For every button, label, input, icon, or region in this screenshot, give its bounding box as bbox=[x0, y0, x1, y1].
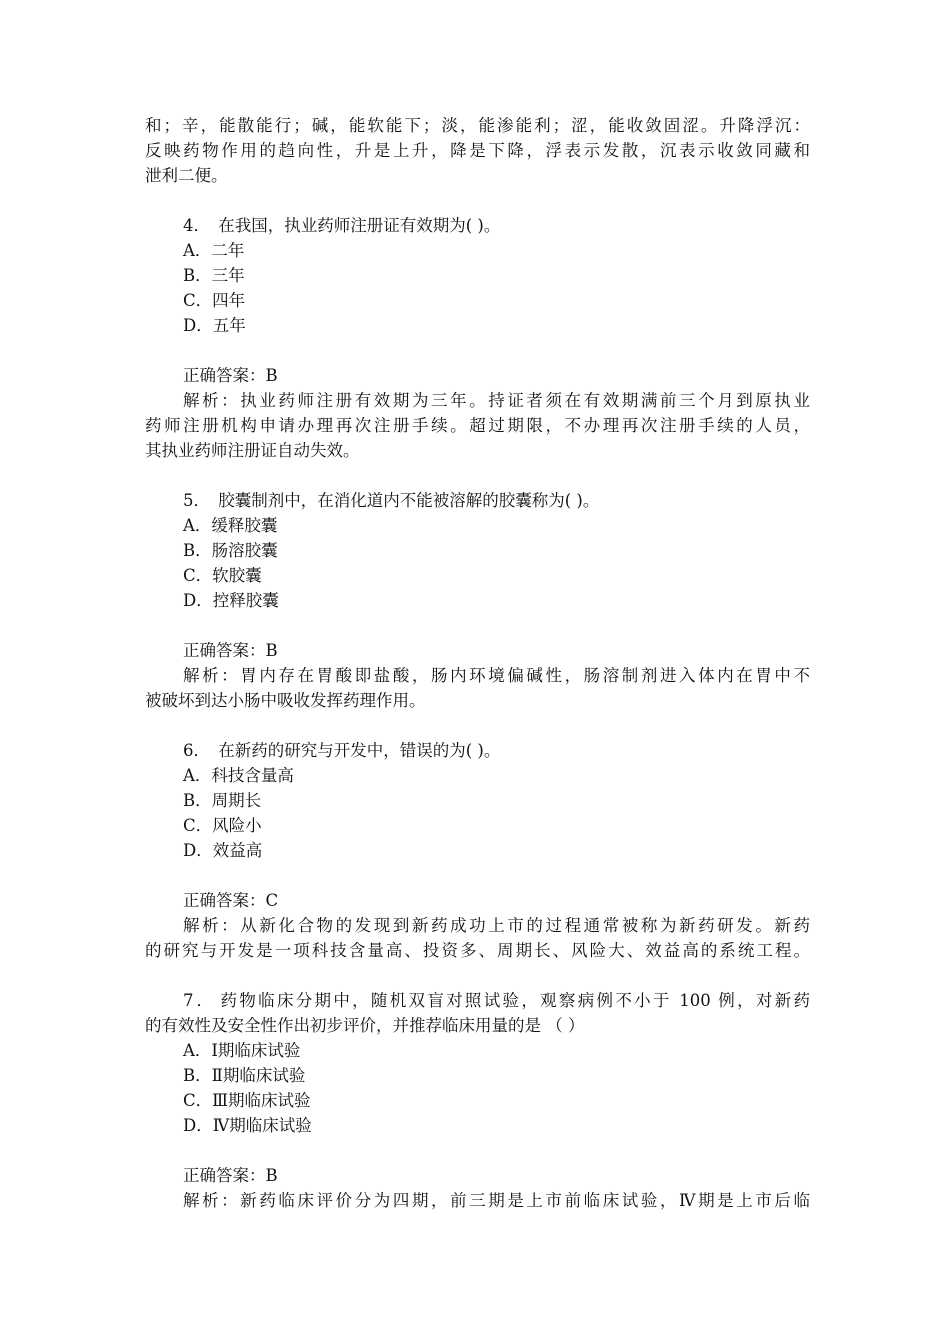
option-d: D．Ⅳ期临床试验 bbox=[183, 1116, 312, 1135]
correct-answer: 正确答案：B bbox=[183, 641, 278, 660]
analysis-line: 解析：新药临床评价分为四期，前三期是上市前临床试验，Ⅳ期是上市后临 bbox=[183, 1191, 810, 1210]
question-5 bbox=[145, 488, 810, 713]
question-4 bbox=[145, 213, 810, 463]
option-c: C．四年 bbox=[183, 291, 246, 310]
text-line: 泄利二便。 bbox=[145, 166, 228, 185]
option-a: A．Ⅰ期临床试验 bbox=[183, 1041, 301, 1060]
question-stem: 4． 在我国，执业药师注册证有效期为( )。 bbox=[145, 213, 810, 238]
analysis-line: 的研究与开发是一项科技含量高、投资多、周期长、风险大、效益高的系统工程。 bbox=[145, 941, 810, 960]
question-6 bbox=[145, 738, 810, 963]
question-number: 6． bbox=[183, 741, 210, 760]
correct-answer: 正确答案：C bbox=[183, 891, 279, 910]
option-d: D．五年 bbox=[183, 316, 246, 335]
question-number: 7． bbox=[183, 991, 213, 1010]
analysis-line: 其执业药师注册证自动失效。 bbox=[145, 441, 360, 460]
option-b: B．肠溶胶囊 bbox=[183, 541, 278, 560]
analysis-line: 被破坏到达小肠中吸收发挥药理作用。 bbox=[145, 691, 426, 710]
intro-paragraph bbox=[145, 113, 810, 188]
document-page bbox=[145, 113, 810, 1213]
analysis-line: 解析：胃内存在胃酸即盐酸，肠内环境偏碱性，肠溶制剂进入体内在胃中不 bbox=[183, 666, 810, 685]
analysis-line: 解析：执业药师注册有效期为三年。持证者须在有效期满前三个月到原执业 bbox=[183, 391, 810, 410]
option-d: D．效益高 bbox=[183, 841, 263, 860]
option-b: B．Ⅱ期临床试验 bbox=[183, 1066, 306, 1085]
option-a: A．科技含量高 bbox=[183, 766, 294, 785]
option-c: C．软胶囊 bbox=[183, 566, 262, 585]
question-number: 4． bbox=[183, 216, 210, 235]
option-d: D．控释胶囊 bbox=[183, 591, 279, 610]
analysis-line: 药师注册机构申请办理再次注册手续。超过期限，不办理再次注册手续的人员， bbox=[145, 416, 810, 435]
option-a: A．缓释胶囊 bbox=[183, 516, 278, 535]
option-b: B．三年 bbox=[183, 266, 245, 285]
question-number: 5． bbox=[183, 491, 210, 510]
question-stem: 5． 胶囊制剂中，在消化道内不能被溶解的胶囊称为( )。 bbox=[145, 488, 810, 513]
option-a: A．二年 bbox=[183, 241, 245, 260]
correct-answer: 正确答案：B bbox=[183, 366, 278, 385]
question-stem: 6． 在新药的研究与开发中，错误的为( )。 bbox=[145, 738, 810, 763]
option-c: C．风险小 bbox=[183, 816, 262, 835]
text-line: 和；辛，能散能行；碱，能软能下；淡，能渗能利；涩，能收敛固涩。升降浮沉： bbox=[145, 116, 810, 135]
question-stem-continued: 的有效性及安全性作出初步评价，并推荐临床用量的是 （ ） bbox=[145, 1016, 585, 1035]
option-c: C．Ⅲ期临床试验 bbox=[183, 1091, 311, 1110]
question-7 bbox=[145, 988, 810, 1213]
question-stem: 7． 药物临床分期中，随机双盲对照试验，观察病例不小于 100 例，对新药 bbox=[145, 988, 810, 1013]
analysis-line: 解析：从新化合物的发现到新药成功上市的过程通常被称为新药研发。新药 bbox=[183, 916, 810, 935]
option-b: B．周期长 bbox=[183, 791, 262, 810]
correct-answer: 正确答案：B bbox=[183, 1166, 278, 1185]
text-line: 反映药物作用的趋向性，升是上升，降是下降，浮表示发散，沉表示收敛同藏和 bbox=[145, 141, 810, 160]
